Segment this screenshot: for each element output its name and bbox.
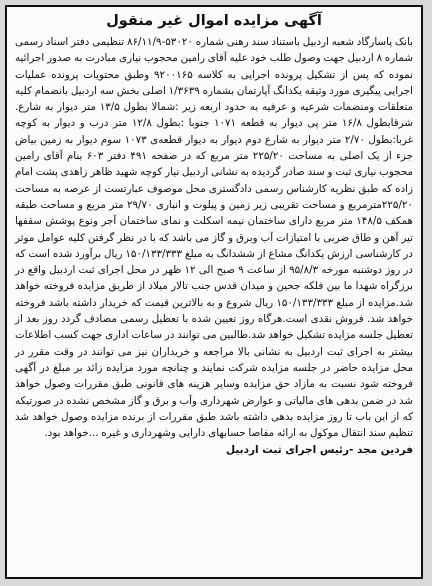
notice-signature: فردین مجد -رئیس اجرای ثبت اردبیل — [226, 444, 413, 457]
notice-title: آگهی مزایده اموال غیر منقول — [106, 13, 322, 29]
notice-body: بانک پاسارگاد شعبه اردبیل باستناد سند رهنی شماره ۵۳۰۲۰-۸۶/۱۱/۹ تنظیمی دفتر اسناد رسمی شماره ۸ اردبیل جهت وصول طلب خود علیه آقای رامین محجوب نیاری مبادرت به صدور اجرائیه نموده که پس از تشکیل پرونده اجرایی به کلاسه ۹۲۰۰۱۶۵ وطبق محتویات پرونده عملیات اجرایی پیگیری مورد وثیقه یکدانگ آپارتمان بشماره ۱/۳۶۳۹ اصلی بخش سه اردبیل بانضمام کلیه متعلقات ومنضمات شرعیه و عرفیه به حدود اربعه زیر :شمالا بطول ۱۳/۵ متر دیوار به شارع. شرقابطول ۱۶/۸ متر پی دیوار به قطعه ۱۰۷۱ جنوبا :بطول ۱۲/۸ متر درب و دیوار به کوچه غربا:بطول ۲/۷۰ متر دیوار به شارع دوم دیوار به دیوار قطعه‌ی ۱۰۷۳ سوم دیوار به زمین بیاض جزء از یک اصلی به مساحت ۲۲۵/۲۰ متر مربع که در صفحه ۴۹۱ دفتر ۶۰۳ بنام آقای رامین محجوب نیاری ثبت و سند صادر گردیده به نشانی اردبیل نیار کوچه شهید ظاهر زاهدی پشت امام زاده که طبق نظریه کارشناس رسمی دادگستری محل موصوف عبارتست از عرصه به مساحت ۲۲۵/۲۰مترمربع و مساحت تقریبی زیر زمین و پیلوت و انباری ۲۹/۷۰ متر مربع و مساحت طبقه همکف ۱۴۸/۵ متر مربع دارای ساختمان نیمه اسکلت و نمای ساختمان آجر ونوع پوشش سقفها تیر آهن و طاق ضربی با امتیازات آب وبرق و گاز می باشد که با در نظر گرفتن کلیه عوامل موثر در کارشناسی ارزش یکدانگ مشاع از ششدانگ به مبلغ ۱۵۰/۱۳۳/۳۳۳ ریال برآورد شده است که در روز دوشنبه مورخه ۹۵/۸/۳ از ساعت ۹ صبح الی ۱۲ ظهر در محل اجرای ثبت اردبیل واقع در برزگراه شهدا ما بین فلکه جحین و میدان قدس جنب تالار میلاد از طریق مزایده فروخته خواهد شد.مزایده از مبلغ ۱۵۰/۱۳۳/۳۳۳ ریال شروع و به بالاترین قیمت که خریدار داشته باشد فروخته خواهد شد. فروش نقدی است.هرگاه روز تعیین شده با تعطیل رسمی مصادف گردد روز بعد از تعطیل جلسه مزایده تشکیل خواهد شد.طالبین می توانند در ساعات اداری جهت کسب اطلاعات بیشتر به اجرای ثبت اردبیل به نشانی بالا مراجعه و خریداران نیز می توانند در وقت مقرر در محل مزایده حاضر در جلسه مزایده شرکت نمایند و چنانچه مورد مزایده زائد بر مبلغ در آگهی فروخته شود نسبت به مازاد حق مزایده وسایر هزینه های قانونی طبق مقررات وصول خواهد شد در ضمن بدهی های مالیاتی و عوارض شهرداری وآب و برق و گاز مشخص نشده در صورتیکه که از این باب تا روز مزایده بدهی داشته باشد طبق مقررات از برنده مزایده وصول خواهد شد تنظیم سند انتقال موکول به ارائه مفاصا حسابهای دارایی وشهرداری و غیره ...خواهد بود. — [15, 36, 414, 440]
auction-notice — [5, 5, 423, 579]
